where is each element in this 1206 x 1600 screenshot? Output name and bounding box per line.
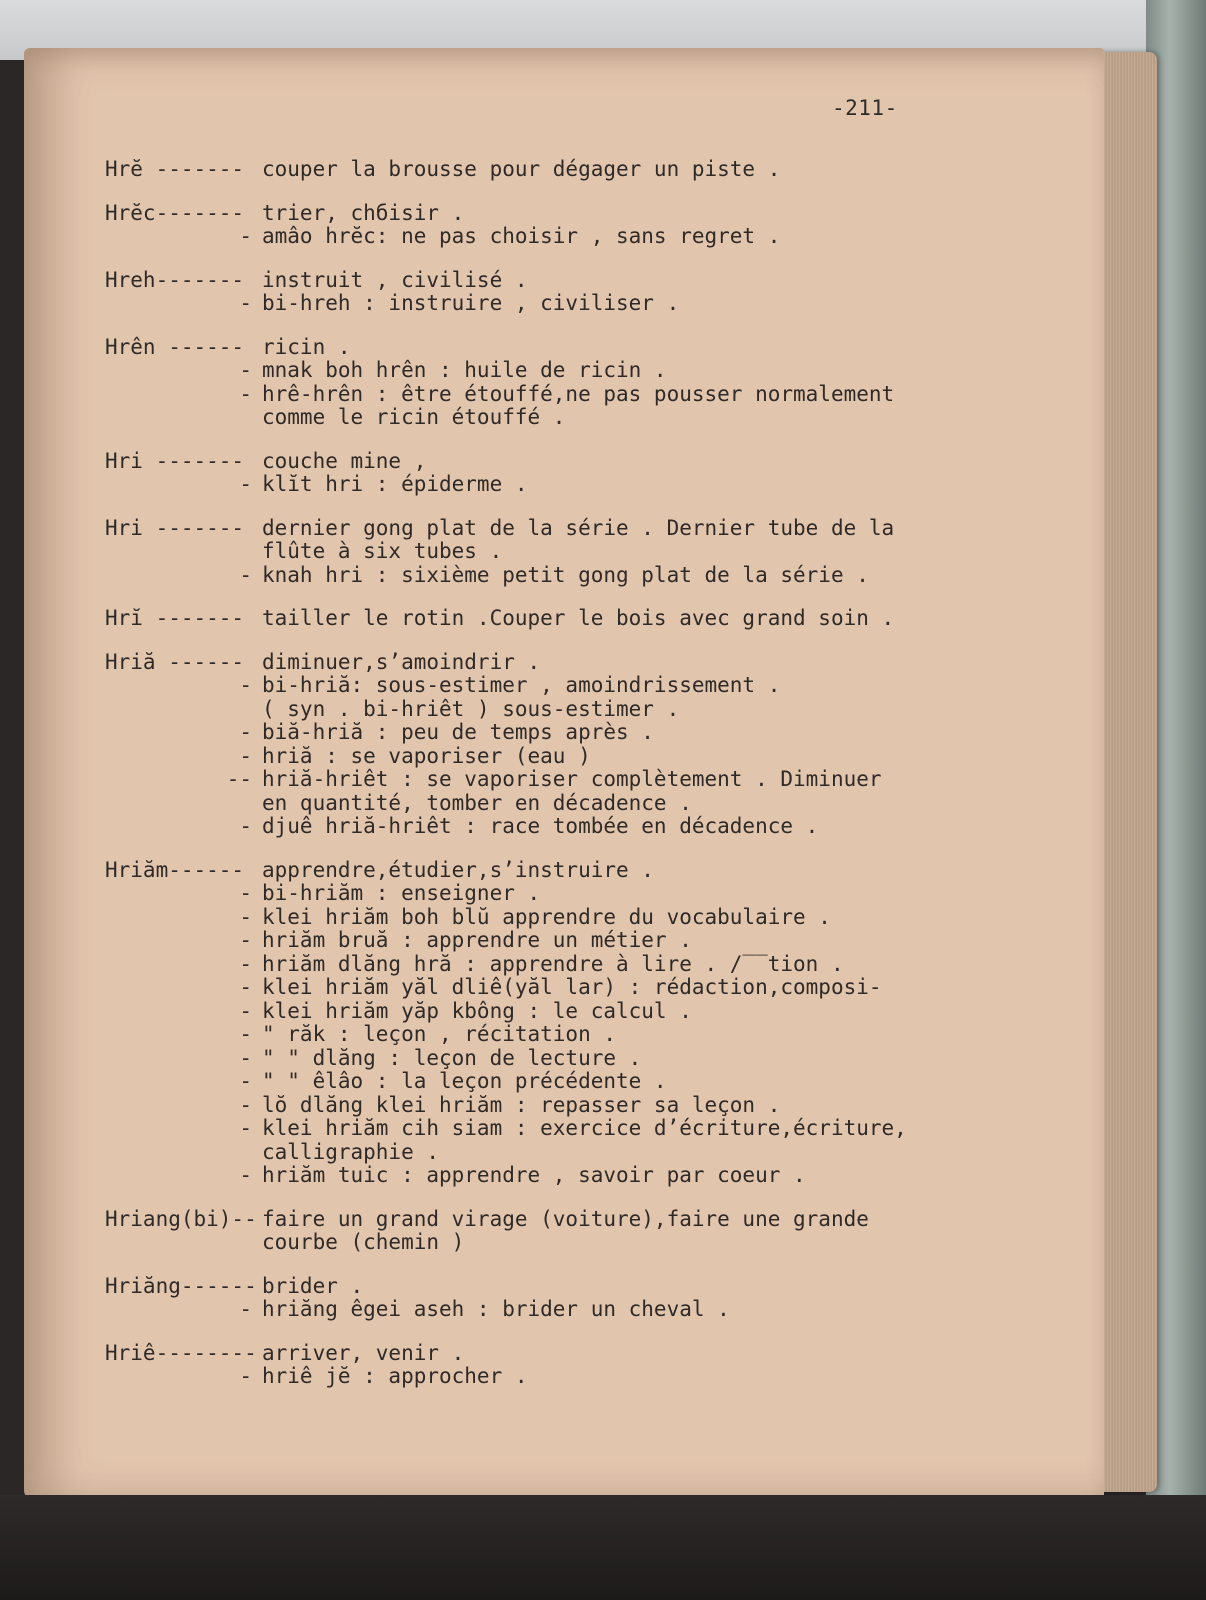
entry-line (105, 1342, 1005, 1366)
entry-line (105, 1208, 1005, 1232)
line-marker: - (239, 814, 252, 838)
definition-text: klei hriăm cih siam : exercice d’écriture,écriture, (262, 1116, 907, 1140)
entry-line (105, 768, 1005, 792)
definition-text: couper la brousse pour dégager un piste . (262, 157, 781, 181)
definition-text: flûte à six tubes . (262, 539, 503, 563)
page-number: -211- (832, 96, 898, 120)
entry-line (105, 1023, 1005, 1047)
entry-line (105, 1231, 1005, 1255)
definition-text: bi-hreh : instruire , civiliser . (262, 291, 680, 315)
definition-text: amâo hrĕc: ne pas choisir , sans regret . (262, 224, 781, 248)
entry-line (105, 292, 1005, 316)
definition-text: calligraphie . (262, 1139, 440, 1164)
definition-text: trier, chбisir . (262, 200, 465, 225)
line-marker: -- (226, 767, 252, 791)
entry-line (105, 651, 1005, 675)
entry-line (105, 721, 1005, 745)
line-marker: - (239, 1116, 252, 1140)
definition-text: mnak boh hrên : huile de ricin . (262, 358, 667, 382)
dictionary-entry (105, 269, 1005, 316)
definition-text: hrê-hrên : être étouffé,ne pas pousser normalement (262, 381, 895, 406)
definition-text: " " dlăng : leçon de lecture . (262, 1045, 642, 1070)
entry-line (105, 607, 1005, 631)
entry-line (105, 336, 1005, 360)
entry-line (105, 225, 1005, 249)
line-marker: - (239, 904, 252, 929)
entry-line (105, 1094, 1005, 1118)
dictionary-entry (105, 607, 1005, 631)
line-marker: - (239, 562, 252, 587)
entry-line (105, 1047, 1005, 1071)
headword: Hriăng------ (105, 1273, 257, 1298)
headword: Hreh------- (105, 267, 245, 292)
line-marker: - (239, 472, 252, 496)
definition-text: faire un grand virage (voiture),faire une grande (262, 1206, 869, 1231)
entry-line (105, 674, 1005, 698)
definition-text: " " êlâo : la leçon précédente . (262, 1069, 667, 1093)
headword: Hriê-------- (105, 1340, 257, 1365)
definition-text: comme le ricin étouffé . (262, 405, 566, 429)
definition-text: diminuer,s’amoindrir . (262, 649, 541, 674)
entry-line (105, 906, 1005, 930)
definition-text: hriăm bruă : apprendre un métier . (262, 928, 692, 952)
entry-line (105, 1164, 1005, 1188)
dictionary-entry (105, 336, 1005, 430)
definition-text: ricin . (262, 334, 351, 359)
definition-text: en quantité, tomber en décadence . (262, 790, 692, 815)
entry-line (105, 1141, 1005, 1165)
definition-text: brider . (262, 1273, 364, 1298)
definition-text: arriver, venir . (262, 1340, 465, 1365)
definition-text: courbe (chemin ) (262, 1230, 465, 1254)
entry-line (105, 698, 1005, 722)
dictionary-entry (105, 859, 1005, 1188)
definition-text: hriă : se vaporiser (eau ) (262, 743, 591, 768)
definition-text: klei hriăm yăl dliê(yăl lar) : rédaction,composi- (262, 975, 882, 999)
line-marker: - (239, 1045, 252, 1070)
entry-line (105, 359, 1005, 383)
definition-text: hriê jĕ : approcher . (262, 1364, 528, 1388)
definition-text: bi-hriăm : enseigner . (262, 881, 541, 905)
line-marker: - (239, 224, 252, 248)
dictionary-entry (105, 1208, 1005, 1255)
line-marker: - (239, 951, 252, 976)
line-marker: - (239, 1297, 252, 1321)
headword: Hriă ------ (105, 649, 245, 674)
line-marker: - (239, 720, 252, 744)
line-marker: - (239, 381, 252, 406)
dictionary-entry (105, 517, 1005, 588)
definition-text: hriăm dlăng hră : apprendre à lire . /‾‾tion . (262, 951, 844, 976)
entry-line (105, 450, 1005, 474)
line-marker: - (239, 928, 252, 952)
definition-text: lŏ dlăng klei hriăm : repasser sa leçon . (262, 1092, 781, 1117)
line-marker: - (239, 1092, 252, 1117)
entry-line (105, 929, 1005, 953)
entry-line (105, 473, 1005, 497)
entry-line (105, 1117, 1005, 1141)
headword: Hriăm------ (105, 857, 245, 882)
definition-text: " răk : leçon , récitation . (262, 1022, 617, 1046)
dictionary-entry (105, 1275, 1005, 1322)
definition-text: hriă-hriêt : se vaporiser complètement . Diminuer (262, 767, 882, 791)
dictionary-entries (105, 158, 1005, 1409)
headword: Hri ------- (105, 515, 245, 540)
dictionary-entry (105, 1342, 1005, 1389)
entry-line (105, 406, 1005, 430)
entry-line (105, 882, 1005, 906)
entry-line (105, 202, 1005, 226)
entry-line (105, 383, 1005, 407)
entry-line (105, 269, 1005, 293)
headword: Hrĭ ------- (105, 606, 245, 630)
entry-line (105, 976, 1005, 1000)
entry-line (105, 1070, 1005, 1094)
definition-text: instruit , civilisé . (262, 267, 528, 292)
line-marker: - (239, 1364, 252, 1388)
line-marker: - (239, 1163, 252, 1187)
entry-line (105, 1000, 1005, 1024)
definition-text: klei hriăm yăp kbông : le calcul . (262, 998, 692, 1023)
entry-line (105, 1275, 1005, 1299)
line-marker: - (239, 1069, 252, 1093)
entry-line (105, 1365, 1005, 1389)
headword: Hrĕc------- (105, 200, 245, 225)
definition-text: biă-hriă : peu de temps après . (262, 720, 654, 744)
entry-line (105, 745, 1005, 769)
headword: Hri ------- (105, 448, 245, 473)
entry-line (105, 1298, 1005, 1322)
line-marker: - (239, 291, 252, 315)
entry-line (105, 859, 1005, 883)
entry-line (105, 158, 1005, 182)
entry-line (105, 564, 1005, 588)
line-marker: - (239, 673, 252, 697)
definition-text: hriăm tuic : apprendre , savoir par coeur . (262, 1163, 806, 1187)
line-marker: - (239, 743, 252, 768)
definition-text: klei hriăm boh blŭ apprendre du vocabulaire . (262, 904, 831, 929)
definition-text: dernier gong plat de la série . Dernier tube de la (262, 515, 895, 540)
line-marker: - (239, 1022, 252, 1046)
headword: Hrên ------ (105, 334, 245, 359)
headword: Hriang(bi)-- (105, 1206, 257, 1231)
line-marker: - (239, 881, 252, 905)
headword: Hrĕ ------- (105, 157, 245, 181)
dictionary-entry (105, 202, 1005, 249)
definition-text: djuê hriă-hriêt : race tombée en décadence . (262, 814, 819, 838)
line-marker: - (239, 358, 252, 382)
entry-line (105, 815, 1005, 839)
entry-line (105, 540, 1005, 564)
entry-line (105, 517, 1005, 541)
definition-text: tailler le rotin .Couper le bois avec grand soin . (262, 606, 895, 630)
line-marker: - (239, 998, 252, 1023)
dictionary-entry (105, 651, 1005, 839)
definition-text: couche mine , (262, 448, 427, 473)
definition-text: knah hri : sixième petit gong plat de la série . (262, 562, 869, 587)
dictionary-entry (105, 450, 1005, 497)
definition-text: ( syn . bi-hriêt ) sous-estimer . (262, 696, 680, 721)
entry-line (105, 792, 1005, 816)
line-marker: - (239, 975, 252, 999)
definition-text: apprendre,étudier,s’instruire . (262, 857, 654, 882)
dictionary-entry (105, 158, 1005, 182)
definition-text: hriăng êgei aseh : brider un cheval . (262, 1297, 730, 1321)
definition-text: klĭt hri : épiderme . (262, 472, 528, 496)
entry-line (105, 953, 1005, 977)
definition-text: bi-hriă: sous-estimer , amoindrissement . (262, 673, 781, 697)
